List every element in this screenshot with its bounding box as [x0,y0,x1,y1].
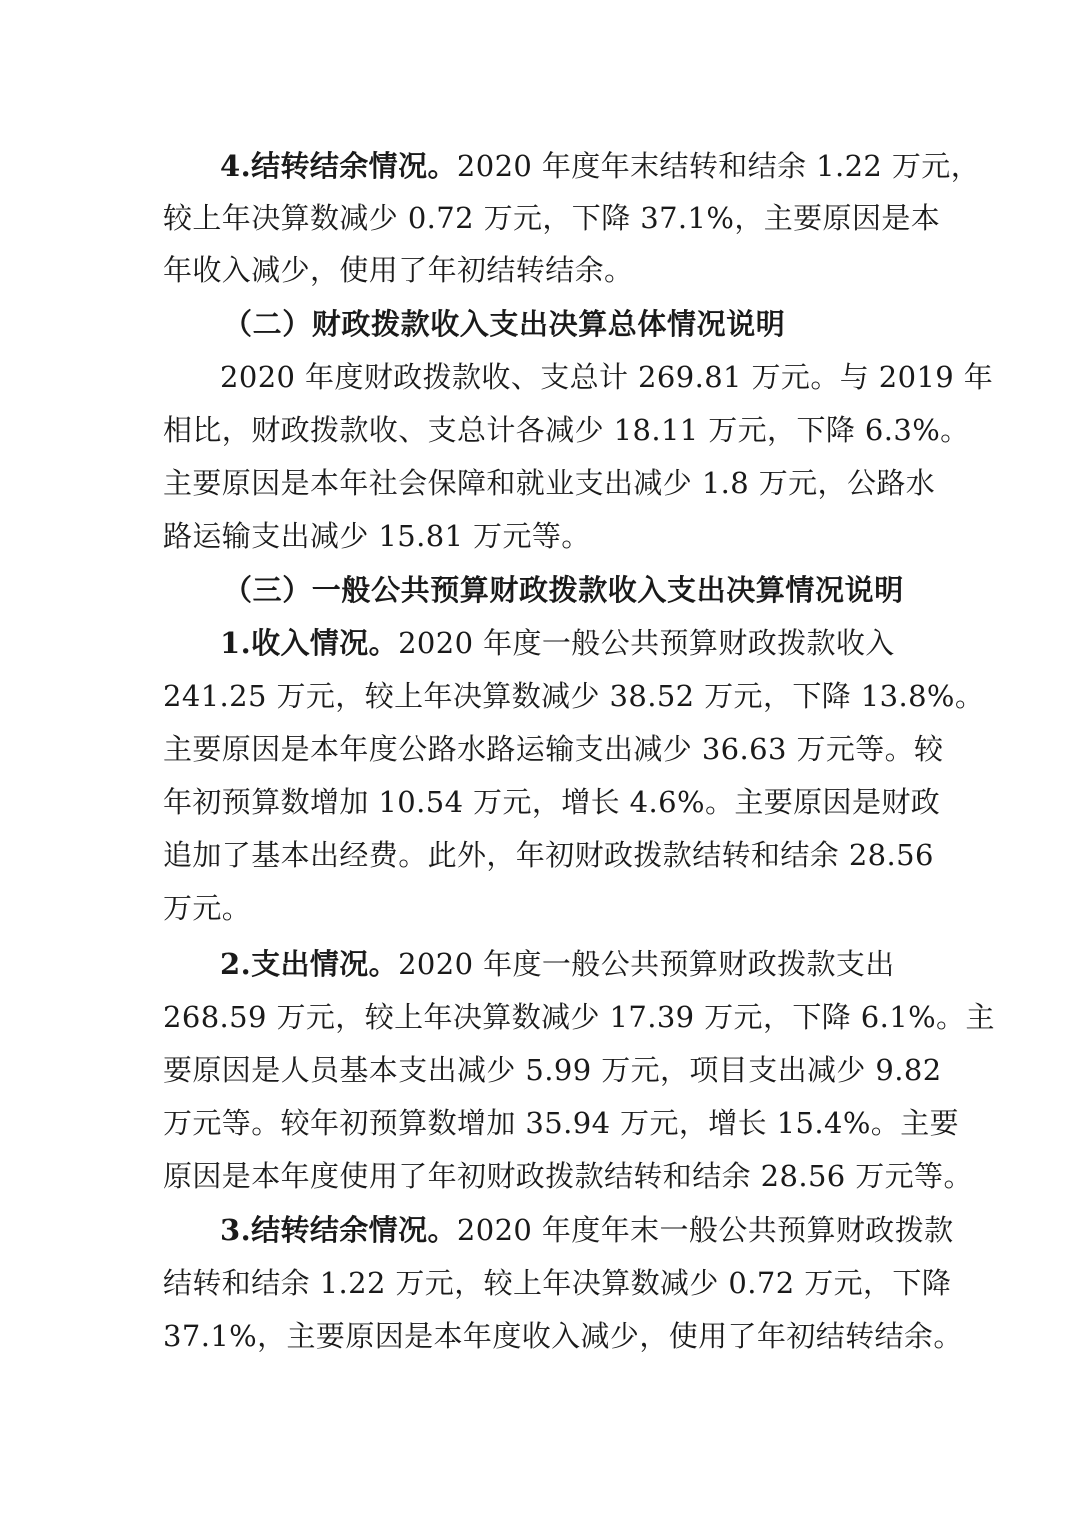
heading-3: （三）一般公共预算财政拨款收入支出决算情况说明 [223,573,904,607]
expense-line-3: 要原因是人员基本支出减少 5.99 万元，项目支出减少 9.82 [163,1053,942,1087]
income-line-6: 万元。 [163,891,252,925]
section-4-text-1: 2020 年度年末结转和结余 1.22 万元， [456,149,981,183]
income-line-2: 241.25 万元，较上年决算数减少 38.52 万元，下降 13.8%。 [163,679,985,713]
para-2-line-2: 相比，财政拨款收、支总计各减少 18.11 万元，下降 6.3%。 [163,413,970,447]
section-4-line-2: 较上年决算数减少 0.72 万元，下降 37.1%，主要原因是本 [163,201,941,235]
expense-line-4: 万元等。较年初预算数增加 35.94 万元，增长 15.4%。主要 [163,1106,960,1140]
income-line-3: 主要原因是本年度公路水路运输支出减少 36.63 万元等。较 [163,732,944,766]
section-4-line-3: 年收入减少，使用了年初结转结余。 [163,253,634,287]
section-4-line-1 [220,146,980,186]
income-line-1 [220,623,895,663]
income-text-1: 2020 年度一般公共预算财政拨款收入 [398,626,895,660]
expense-line-2: 268.59 万元，较上年决算数减少 17.39 万元，下降 6.1%。主 [163,1000,995,1034]
carryover-line-2: 结转和结余 1.22 万元，较上年决算数减少 0.72 万元，下降 [163,1266,952,1300]
para-2-line-3: 主要原因是本年社会保障和就业支出减少 1.8 万元，公路水 [163,466,936,500]
section-4-lead: 4.结转结余情况。 [220,149,457,183]
carryover-line-1 [220,1210,954,1250]
expense-line-1 [220,944,895,984]
income-line-4: 年初预算数增加 10.54 万元，增长 4.6%。主要原因是财政 [163,785,941,819]
heading-2: （二）财政拨款收入支出决算总体情况说明 [223,307,786,341]
expense-line-5: 原因是本年度使用了年初财政拨款结转和结余 28.56 万元等。 [163,1159,973,1193]
expense-lead: 2.支出情况。 [220,947,399,981]
para-2-line-1: 2020 年度财政拨款收、支总计 269.81 万元。与 2019 年 [220,360,994,394]
carryover-line-3: 37.1%，主要原因是本年度收入减少，使用了年初结转结余。 [163,1319,963,1353]
income-line-5: 追加了基本出经费。此外，年初财政拨款结转和结余 28.56 [163,838,934,872]
income-lead: 1.收入情况。 [220,626,399,660]
expense-text-1: 2020 年度一般公共预算财政拨款支出 [398,947,895,981]
carryover-lead: 3.结转结余情况。 [220,1213,457,1247]
carryover-text-1: 2020 年度年末一般公共预算财政拨款 [456,1213,954,1247]
para-2-line-4: 路运输支出减少 15.81 万元等。 [163,519,591,553]
